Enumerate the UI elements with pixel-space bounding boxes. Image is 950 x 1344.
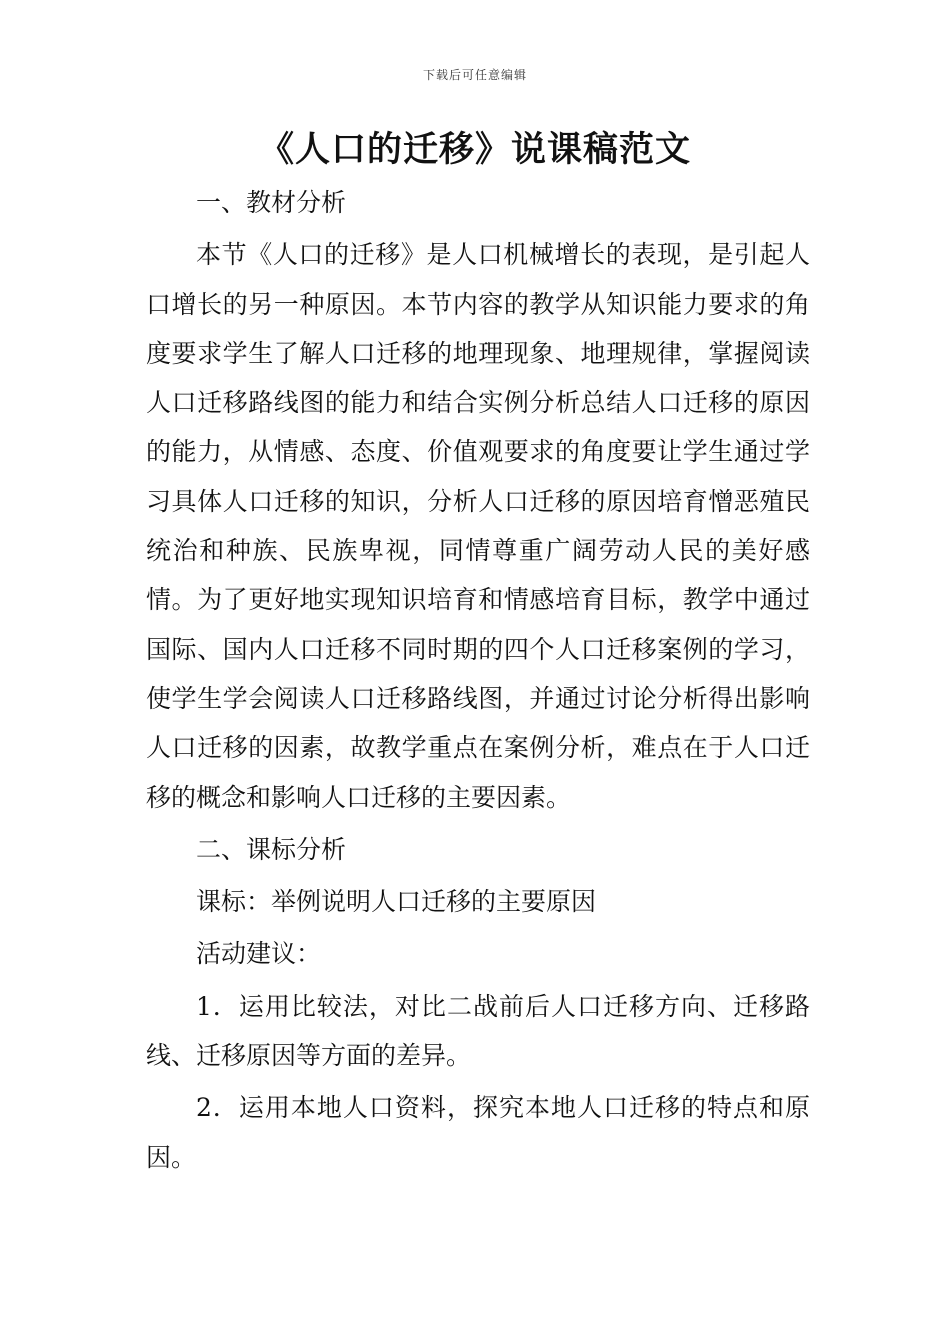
paragraph-curriculum-standard: 课标：举例说明人口迁移的主要原因 <box>196 887 597 917</box>
document-title: 《人口的迁移》说课稿范文 <box>258 130 691 170</box>
document-body <box>146 178 810 1182</box>
list-item-activity-2: 2．运用本地人口资料，探究本地人口迁移的特点和原因。 <box>146 1093 810 1172</box>
paragraph-activity-label: 活动建议： <box>196 939 322 969</box>
section-heading-curriculum-analysis: 二、课标分析 <box>196 834 347 864</box>
list-item-activity-1: 1．运用比较法，对比二战前后人口迁移方向、迁移路线、迁移原因等方面的差异。 <box>146 991 810 1071</box>
header-note: 下载后可任意编辑 <box>422 68 527 82</box>
section-heading-textbook-analysis: 一、教材分析 <box>196 188 347 217</box>
paragraph-textbook-analysis: 本节《人口的迁移》是人口机械增长的表现，是引起人口增长的另一种原因。本节内容的教学从知识能力要求的角度要求学生了解人口迁移的地理现象、地理规律，掌握阅读人口迁移路线图的能力和结合实例分析总结人口迁移的原因的能力，从情感、态度、价值观要求的角度要让学生通过学习具体人口迁移的知识，分析人口迁移的原因培育憎恶殖民统治和种族、民族卑视，同情尊重广阔劳动人民的美好感情。为了更好地实现知识培育和情感培育目标，教学中通过国际、国内人口迁移不同时期的四个人口迁移案例的学习，使学生学会阅读人口迁移路线图，并通过讨论分析得出影响人口迁移的因素，故教学重点在案例分析，难点在于人口迁移的概念和影响人口迁移的主要因素。 <box>146 240 810 812</box>
